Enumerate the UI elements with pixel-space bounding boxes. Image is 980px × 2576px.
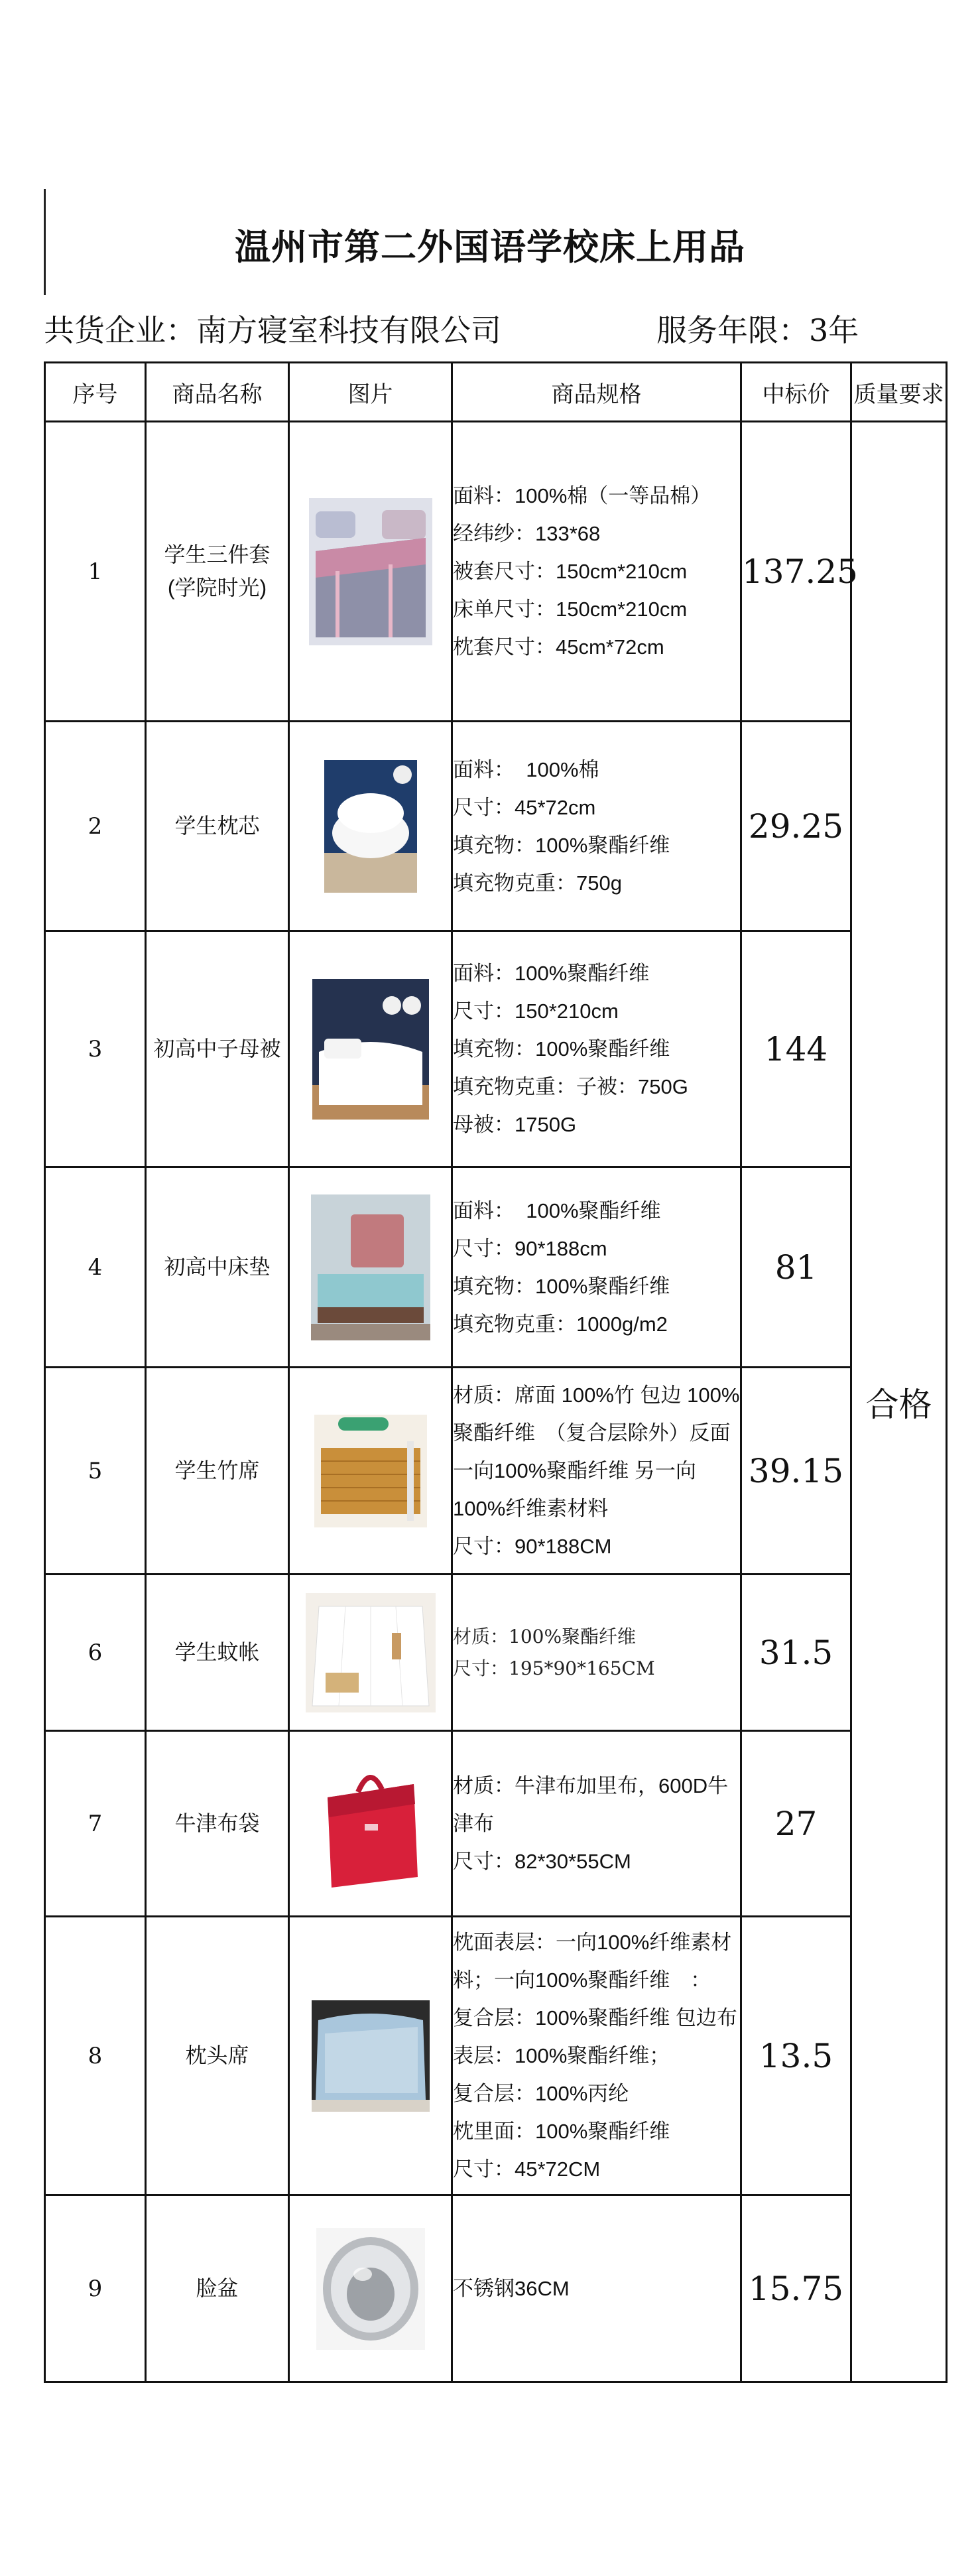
table-row: [45, 722, 947, 931]
table-row: [45, 422, 947, 722]
table-header-row: [45, 363, 947, 422]
product-spec: [452, 2195, 741, 2382]
spec-line: 尺寸：82*30*55CM: [453, 1850, 631, 1873]
product-name-line: 枕头席: [185, 2043, 249, 2067]
winning-price: 31.5: [741, 1575, 851, 1731]
page-title: 温州市第二外国语学校床上用品: [235, 226, 745, 268]
oxford-bag-image: [289, 1731, 452, 1917]
header-image: 图片: [289, 363, 452, 422]
spec-line: 被套尺寸：150cm*210cm: [453, 560, 688, 583]
spec-line: 填充物克重：子被：750G: [453, 1075, 688, 1098]
mattress-image: [289, 1167, 452, 1368]
row-index: 6: [45, 1575, 146, 1731]
product-spec: [452, 1368, 741, 1575]
product-name: [146, 1167, 289, 1368]
product-spec: [452, 422, 741, 722]
product-spec: [452, 1167, 741, 1368]
pillow-image: [289, 722, 452, 931]
quality-requirement: 合格: [851, 422, 947, 2382]
winning-price: 15.75: [741, 2195, 851, 2382]
pillow-mat-image: [289, 1917, 452, 2195]
winning-price: 13.5: [741, 1917, 851, 2195]
row-index: 3: [45, 931, 146, 1167]
winning-price: 27: [741, 1731, 851, 1917]
spec-line: 填充物克重：750g: [453, 871, 622, 895]
row-index: 1: [45, 422, 146, 722]
spec-line: 母被：1750G: [453, 1113, 577, 1136]
table-row: [45, 1368, 947, 1575]
product-name-line: (学院时光): [167, 575, 267, 600]
spec-line: 尺寸：150*210cm: [453, 999, 619, 1023]
spec-line: 面料： 100%棉: [453, 757, 599, 781]
row-index: 5: [45, 1368, 146, 1575]
table-row: [45, 1167, 947, 1368]
row-index: 2: [45, 722, 146, 931]
spec-line: 枕套尺寸：45cm*72cm: [453, 635, 664, 659]
product-name-line: 学生蚊帐: [174, 1640, 260, 1664]
spec-line: 材质：席面 100%竹 包边 100%聚酯纤维 （复合层除外）反面一向100%聚酯纤维 另一向100%纤维素材料: [453, 1384, 740, 1520]
bamboo-mat-image: [289, 1368, 452, 1575]
quilt-image: [289, 931, 452, 1167]
row-index: 4: [45, 1167, 146, 1368]
service-years-label: 服务年限：3年: [656, 312, 859, 348]
product-name-line: 学生三件套: [164, 542, 271, 566]
spec-line: 填充物：100%聚酯纤维: [453, 1037, 670, 1061]
spec-line: 面料：100%聚酯纤维: [453, 962, 650, 985]
product-name-line: 牛津布袋: [174, 1811, 260, 1835]
header-name: 商品名称: [146, 363, 289, 422]
spec-line: 面料： 100%聚酯纤维: [453, 1198, 661, 1222]
spec-line: 填充物：100%聚酯纤维: [453, 1274, 670, 1298]
product-name: [146, 2195, 289, 2382]
supplier-label: 共货企业：南方寝室科技有限公司: [44, 312, 501, 348]
spec-line: 尺寸：90*188CM: [453, 1535, 612, 1558]
spec-line: 复合层：100%丙纶: [453, 2082, 629, 2105]
spec-line: 枕里面：100%聚酯纤维: [453, 2120, 670, 2143]
product-name: [146, 722, 289, 931]
table-row: [45, 1575, 947, 1731]
spec-line: 面料：100%棉（一等品棉） 经纬纱：133*68: [453, 484, 721, 545]
header-index: 序号: [45, 363, 146, 422]
table-row: [45, 1731, 947, 1917]
product-name-line: 脸盆: [196, 2276, 239, 2300]
spec-line: 不锈钢36CM: [453, 2277, 570, 2300]
product-name: [146, 1368, 289, 1575]
spec-line: 填充物克重：1000g/m2: [453, 1312, 668, 1336]
spec-line: 复合层：100%聚酯纤维 包边布表层：100%聚酯纤维；: [453, 2006, 737, 2067]
product-name-line: 初高中床垫: [164, 1254, 271, 1279]
row-index: 9: [45, 2195, 146, 2382]
spec-line: 材质：牛津布加里布，600D牛津布: [453, 1774, 729, 1835]
table-row: [45, 2195, 947, 2382]
winning-price: 137.25: [741, 422, 851, 722]
mosquito-net-image: [289, 1575, 452, 1731]
bedding-set-image: [289, 422, 452, 722]
winning-price: 144: [741, 931, 851, 1167]
product-spec: [452, 931, 741, 1167]
product-spec: [452, 722, 741, 931]
spec-line: 尺寸：45*72cm: [453, 795, 596, 819]
spec-line: 填充物：100%聚酯纤维: [453, 833, 670, 857]
winning-price: 81: [741, 1167, 851, 1368]
product-spec: [452, 1575, 741, 1731]
product-spec: [452, 1731, 741, 1917]
spec-line: 尺寸：45*72CM: [453, 2157, 601, 2181]
product-name: [146, 1731, 289, 1917]
product-name: [146, 422, 289, 722]
winning-price: 29.25: [741, 722, 851, 931]
spec-line: 床单尺寸：150cm*210cm: [453, 598, 688, 621]
header-spec: 商品规格: [452, 363, 741, 422]
spec-line: 材质：100%聚酯纤维: [453, 1625, 637, 1647]
product-name-line: 初高中子母被: [153, 1036, 281, 1061]
table-row: [45, 931, 947, 1167]
product-name: [146, 931, 289, 1167]
product-spec: [452, 1917, 741, 2195]
header-quality: 质量要求: [851, 363, 947, 422]
spec-line: 尺寸：90*188cm: [453, 1236, 607, 1260]
product-name-line: 学生竹席: [174, 1458, 260, 1482]
spec-line: 枕面表层：一向100%纤维素材料；一向100%聚酯纤维 ：: [453, 1931, 732, 1992]
product-name: [146, 1575, 289, 1731]
row-index: 7: [45, 1731, 146, 1917]
product-name-line: 学生枕芯: [174, 813, 260, 838]
spec-line: 尺寸：195*90*165CM: [453, 1657, 655, 1679]
winning-price: 39.15: [741, 1368, 851, 1575]
basin-image: [289, 2195, 452, 2382]
table-row: [45, 1917, 947, 2195]
row-index: 8: [45, 1917, 146, 2195]
product-table: [44, 361, 948, 2383]
header-price: 中标价: [741, 363, 851, 422]
product-name: [146, 1917, 289, 2195]
